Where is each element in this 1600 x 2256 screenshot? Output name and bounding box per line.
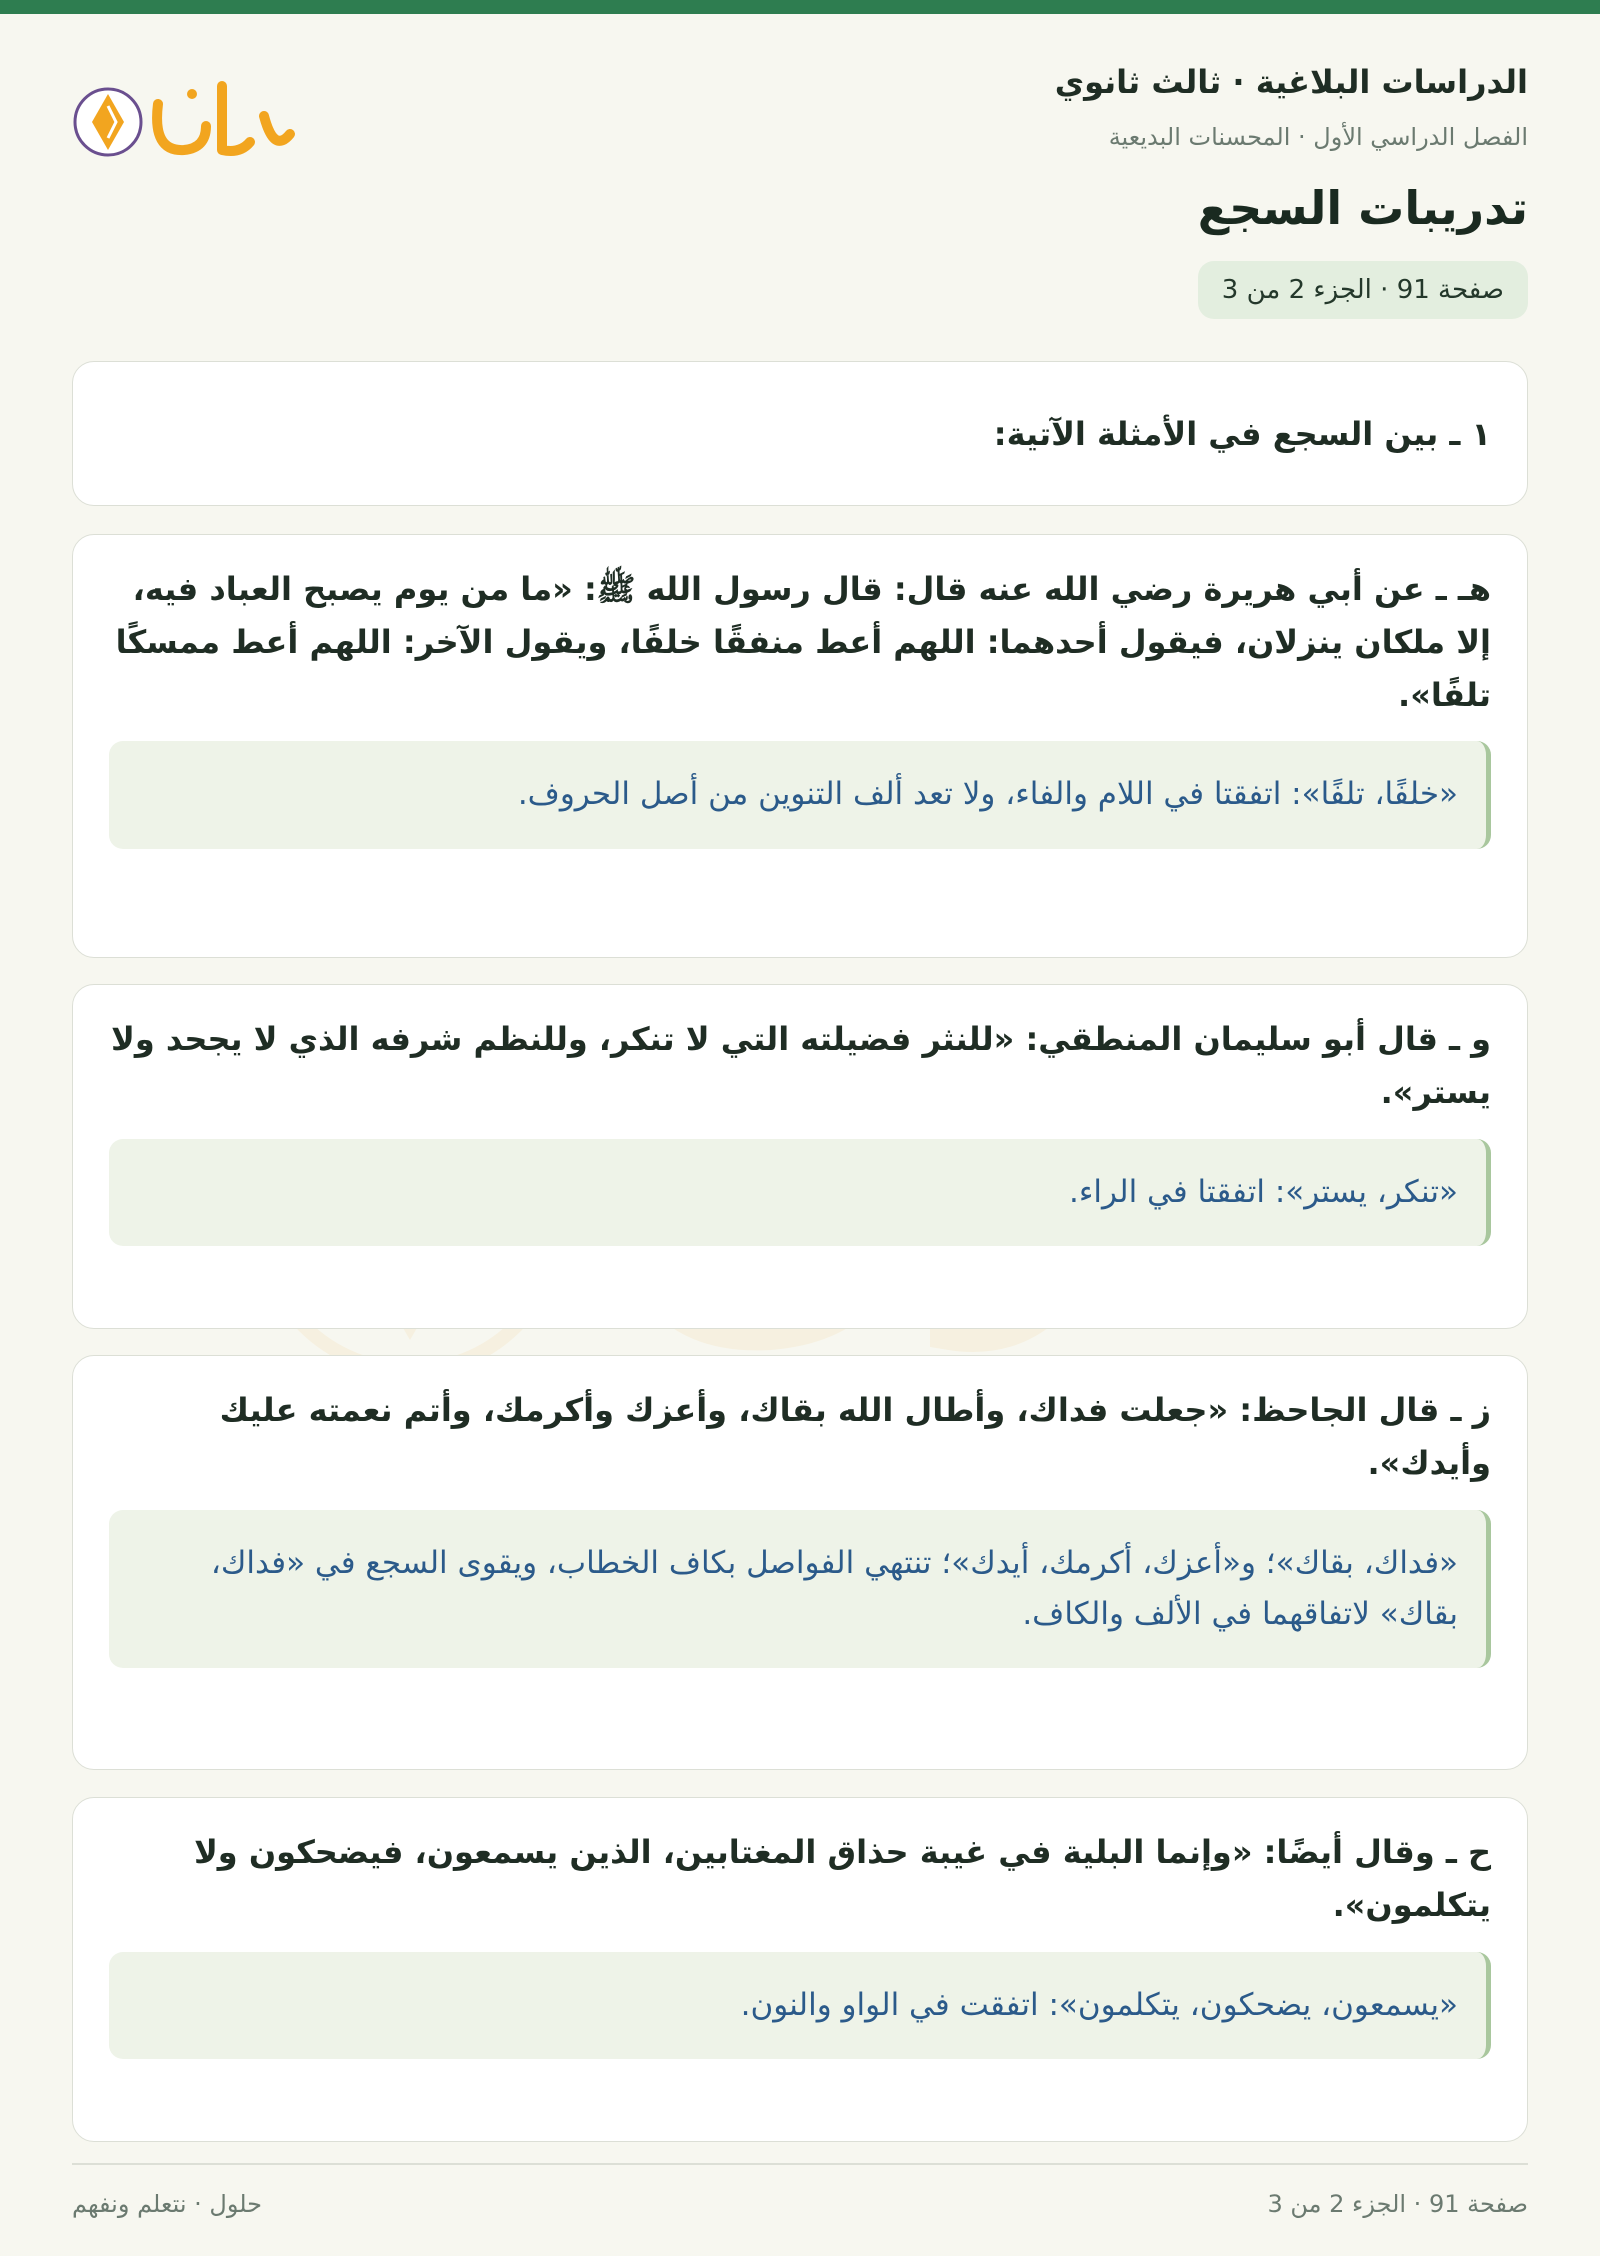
exercise-card-4 (72, 1797, 1528, 2142)
logo (72, 64, 302, 174)
chapter-subtitle: الفصل الدراسي الأول · المحسنات البديعية (1108, 122, 1528, 151)
exercise-question: و ـ قال أبو سليمان المنطقي: «للنثر فضيلته التي لا تنكر، وللنظم شرفه الذي لا يجحد ولا يستر». (111, 1020, 1491, 1111)
exercise-card-3 (72, 1355, 1528, 1770)
exercise-answer: «تنكر، يستر»: اتفقتا في الراء. (109, 1139, 1491, 1246)
page-header (72, 14, 1528, 305)
subject-title: الدراسات البلاغية · ثالث ثانوي (1054, 63, 1528, 101)
footer-page-info: صفحة 91 · الجزء 2 من 3 (1267, 2190, 1528, 2218)
footer-divider (72, 2163, 1528, 2165)
exercise-answer: «يسمعون، يضحكون، يتكلمون»: اتفقت في الواو والنون. (109, 1952, 1491, 2059)
intro-card (72, 361, 1528, 506)
header-titles (1055, 62, 1528, 319)
lesson-title: تدريبات السجع (1197, 180, 1528, 235)
exercise-card-1 (72, 534, 1528, 958)
exercise-question: هـ ـ عن أبي هريرة رضي الله عنه قال: قال رسول الله ﷺ: «ما من يوم يصبح العباد فيه، إلا ملكان ينزلان، فيقول أحدهما: اللهم أعط منفقًا خلفًا، ويقول الآخر: اللهم أعط ممسكًا تلفًا». (115, 570, 1491, 714)
exercise-card-2 (72, 984, 1528, 1329)
exercise-question: ح ـ وقال أيضًا: «وإنما البلية في غيبة حذاق المغتابين، الذين يسمعون، فيضحكون ولا يتكلمون». (193, 1833, 1491, 1924)
top-accent-bar (0, 0, 1600, 14)
exercise-answer: «خلفًا، تلفًا»: اتفقتا في اللام والفاء، ولا تعد ألف التنوين من أصل الحروف. (109, 741, 1491, 848)
exercise-question: ز ـ قال الجاحظ: «جعلت فداك، وأطال الله بقاك، وأعزك وأكرمك، وأتم نعمته عليك وأيدك». (219, 1391, 1491, 1482)
page-info-badge: صفحة 91 · الجزء 2 من 3 (1198, 261, 1528, 319)
footer-brand: حلول · نتعلم ونفهم (72, 2190, 262, 2218)
intro-text: ١ ـ بين السجع في الأمثلة الآتية: (993, 415, 1491, 453)
page-content (72, 14, 1528, 2256)
book-pages-icon (75, 89, 141, 155)
exercise-answer: «فداك، بقاك»؛ و«أعزك، أكرمك، أيدك»؛ تنتهي الفواصل بكاف الخطاب، ويقوى السجع في «فداك، بقاك» لاتفاقهما في الألف والكاف. (109, 1510, 1491, 1668)
